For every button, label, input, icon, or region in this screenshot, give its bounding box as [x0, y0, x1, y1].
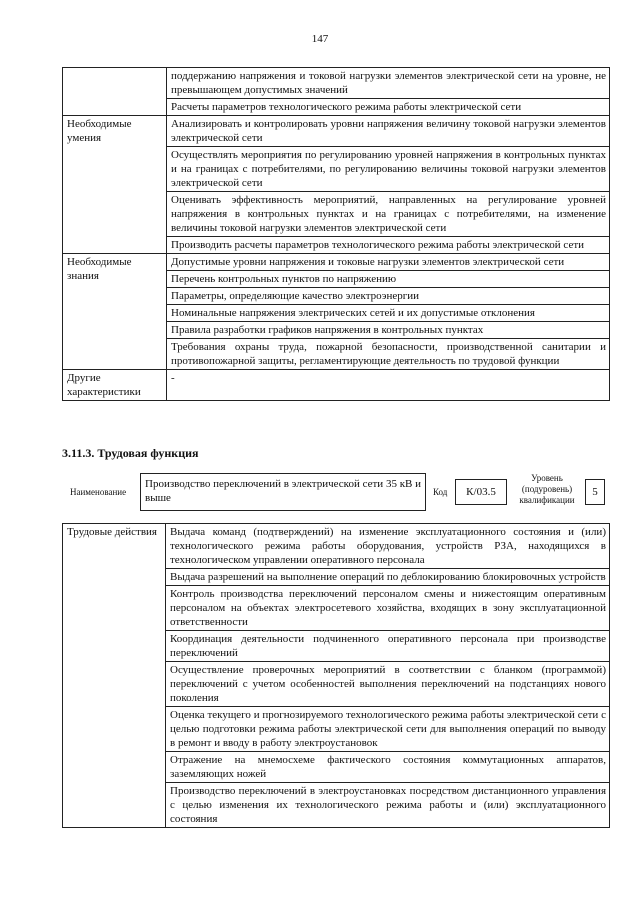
- table-cell: -: [167, 370, 610, 401]
- table-cell: Выдача команд (подтверждений) на изменение эксплуатационного состояния и (или) технологического режима работы оборудования, устройств РЗА, находящихся в технологическом управлении оперативного персонала: [166, 524, 610, 569]
- code-box: К/03.5: [455, 479, 507, 505]
- table-cell: Анализировать и контролировать уровни напряжения величину токовой нагрузки элементов электрической сети: [167, 116, 610, 147]
- table-cell: Контроль производства переключений персоналом смены и нижестоящим оперативным персоналом на объектах электросетевого хозяйства, входящих в зону эксплуатационной ответственности: [166, 586, 610, 631]
- table-cell: Выдача разрешений на выполнение операций по деблокированию блокировочных устройств: [166, 569, 610, 586]
- table-row: [63, 254, 610, 271]
- table-cell: Номинальные напряжения электрических сетей и их допустимые отклонения: [167, 305, 610, 322]
- table-cell: Оценивать эффективность мероприятий, направленных на регулирование уровней напряжения в контрольных пунктах и на границах с потребителями, на изменение величины токовой нагрузки элементов электрической сети: [167, 192, 610, 237]
- table-cell: Расчеты параметров технологического режима работы электрической сети: [167, 99, 610, 116]
- row-label-knowledge: Необходимые знания: [63, 254, 167, 370]
- table-cell: Производство переключений в электроустановках посредством дистанционного управления с целью изменения их технологического режима работы и (или) эксплуатационного состояния: [166, 783, 610, 828]
- table-cell: Координация деятельности подчиненного оперативного персонала при производстве переключений: [166, 631, 610, 662]
- name-label: Наименование: [70, 487, 127, 497]
- table-row: [63, 524, 610, 569]
- table-cell: поддержанию напряжения и токовой нагрузки элементов электрической сети на уровне, не превышающем допустимых значений: [167, 68, 610, 99]
- table-cell: Осуществлять мероприятия по регулированию уровней напряжения в контрольных пунктах и на границах с потребителями, по регулированию величины токовой нагрузки элементов электрической сети: [167, 147, 610, 192]
- table-cell: Производить расчеты параметров технологического режима работы электрической сети: [167, 237, 610, 254]
- table-cell: Отражение на мнемосхеме фактического состояния коммутационных аппаратов, заземляющих ножей: [166, 752, 610, 783]
- row-label-skills: Необходимые умения: [63, 116, 167, 254]
- table-cell: Допустимые уровни напряжения и токовые нагрузки элементов электрической сети: [167, 254, 610, 271]
- table-cell: Требования охраны труда, пожарной безопасности, производственной санитарии и противопожарной защиты, регламентирующие деятельность по трудовой функции: [167, 339, 610, 370]
- table-row: [63, 116, 610, 147]
- row-label-other: Другие характеристики: [63, 370, 167, 401]
- table-row: [63, 370, 610, 401]
- requirements-table: [62, 67, 610, 401]
- table-cell: Осуществление проверочных мероприятий в соответствии с бланком (программой) переключений с учетом особенностей выполнения переключений на подстанциях нового поколения: [166, 662, 610, 707]
- table-cell: Правила разработки графиков напряжения в контрольных пунктах: [167, 322, 610, 339]
- row-label-actions: Трудовые действия: [63, 524, 166, 828]
- page-number: 147: [311, 33, 329, 45]
- section-heading: 3.11.3. Трудовая функция: [62, 446, 199, 460]
- code-label: Код: [433, 487, 448, 497]
- labor-actions-table: [62, 523, 610, 828]
- level-label: Уровень (подуровень) квалификации: [519, 473, 575, 505]
- table-row: [63, 68, 610, 99]
- table-cell: Параметры, определяющие качество электроэнергии: [167, 288, 610, 305]
- row-label: [63, 68, 167, 116]
- table-cell: Оценка текущего и прогнозируемого технологического режима работы электрической сети с целью подготовки режима работы электрической сети для выполнения операций по выводу в ремонт и вводу в работу электроустановок: [166, 707, 610, 752]
- level-box: 5: [585, 479, 605, 505]
- table-cell: Перечень контрольных пунктов по напряжению: [167, 271, 610, 288]
- function-name-box: Производство переключений в электрической сети 35 кВ и выше: [140, 473, 426, 511]
